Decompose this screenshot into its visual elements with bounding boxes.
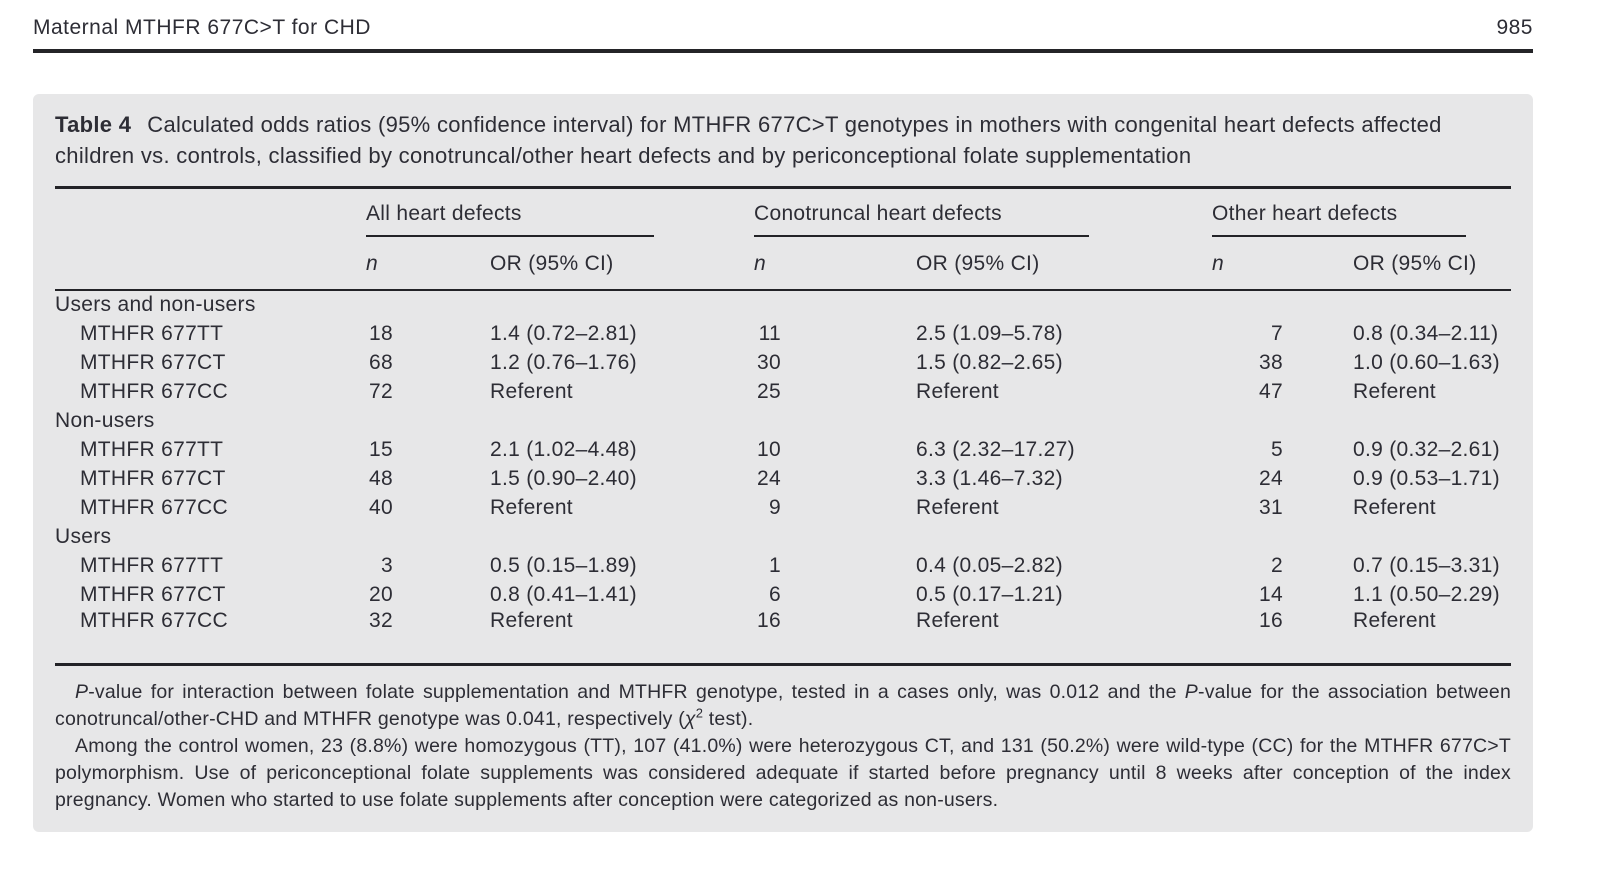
cell-n: 10 [757,437,781,461]
cell-n: 2 [1271,553,1283,577]
subheader-spacer [55,238,365,290]
footnote-1-text: test). [703,708,754,730]
footnote-1 [55,679,1511,733]
cell-or: Referent [490,495,573,519]
cell-n: 16 [757,609,781,632]
footnote-1-text: -value for interaction between folate supplementation and MTHFR genotype, tested in a cases only, was 0.012 and the [88,681,1185,703]
subheader-n: n [1211,238,1283,290]
cell-n: 16 [1259,609,1283,632]
cell-or [1283,406,1511,435]
cell-n: 24 [757,466,781,490]
odds-ratio-table [55,186,1511,666]
group-header-other [1211,188,1511,239]
cell-n [365,290,393,319]
running-head: Maternal MTHFR 677C>T for CHD [33,16,371,39]
cell-n: 48 [369,466,393,490]
page-header [33,16,1533,40]
cell-or: 1.4 (0.72–2.81) [490,321,637,345]
cell-n: 72 [369,379,393,403]
chi-superscript: 2 [695,705,704,721]
table-row [55,551,1511,580]
cell-or: 1.0 (0.60–1.63) [1353,350,1500,374]
group-underline [366,235,654,237]
chi-symbol: χ [684,708,696,730]
cell-or [393,406,753,435]
cell-or: 2.1 (1.02–4.48) [490,437,637,461]
cell-or: 0.9 (0.53–1.71) [1353,466,1500,490]
cell-or: 1.1 (0.50–2.29) [1353,582,1500,606]
footnote-2: Among the control women, 23 (8.8%) were homozygous (TT), 107 (41.0%) were heterozygous CT, and 131 (50.2%) were wild-type (CC) for the MTHFR 677C>T polymorphism. Use of periconceptional folate supplements was considered adequate if started before pregnancy until 8 weeks after conception of the index pregnancy. Women who started to use folate supplements after conception were categorized as non-users. [55,735,1511,811]
table-row [55,435,1511,464]
cell-n: 24 [1259,466,1283,490]
subheader-n: n [365,238,393,290]
row-label: MTHFR 677CT [80,466,226,490]
cell-or [1283,522,1511,551]
cell-or: 3.3 (1.46–7.32) [916,466,1063,490]
cell-n: 38 [1259,350,1283,374]
cell-n: 14 [1259,582,1283,606]
row-label: MTHFR 677CC [80,379,228,403]
table-row [55,609,1511,665]
cell-n [1211,522,1283,551]
cell-or: 0.4 (0.05–2.82) [916,553,1063,577]
row-label: MTHFR 677CT [80,582,226,606]
cell-or: Referent [916,379,999,403]
cell-or [781,290,1211,319]
cell-n: 6 [769,582,781,606]
cell-or [1283,290,1511,319]
cell-n: 18 [369,321,393,345]
table-card [33,94,1533,832]
footnote-1-text: -value for the association between conotruncal/other-CHD and MTHFR genotype was 0.041, respectively ( [55,681,1511,730]
cell-n [753,406,781,435]
page-number: 985 [1496,16,1533,39]
cell-n: 40 [369,495,393,519]
cell-or [393,522,753,551]
subheader-or: OR (95% CI) [393,238,753,290]
table-caption [55,109,1511,171]
cell-or: 2.5 (1.09–5.78) [916,321,1063,345]
cell-n: 68 [369,350,393,374]
row-label: Users [55,524,112,548]
cell-n: 30 [757,350,781,374]
cell-n: 15 [369,437,393,461]
cell-or: 0.8 (0.41–1.41) [490,582,637,606]
cell-n: 7 [1271,321,1283,345]
cell-or: Referent [490,379,573,403]
row-label: MTHFR 677CT [80,350,226,374]
cell-n: 3 [381,553,393,577]
table-row-group [55,290,1511,319]
cell-n [753,522,781,551]
group-header-all [365,188,753,239]
cell-n: 25 [757,379,781,403]
group-label-conotruncal: Conotruncal heart defects [754,202,1002,225]
subheader-row [55,238,1511,290]
group-header-spacer [55,188,365,239]
italic-p: P [1184,681,1199,703]
column-group-row [55,188,1511,239]
cell-or: 0.5 (0.15–1.89) [490,553,637,577]
group-header-conotruncal [753,188,1211,239]
caption-text: Calculated odds ratios (95% confidence interval) for MTHFR 677C>T genotypes in mothers with congenital heart defects affected children vs. controls, classified by conotruncal/other heart defects and by periconceptional folate supplementation [55,112,1442,168]
group-underline [1212,235,1466,237]
cell-n [753,290,781,319]
table-row [55,580,1511,609]
subheader-or: OR (95% CI) [781,238,1211,290]
italic-p: P [75,681,89,703]
cell-n: 9 [769,495,781,519]
table-row-group [55,522,1511,551]
group-underline [754,235,1089,237]
row-label: MTHFR 677TT [80,437,224,461]
cell-n [365,522,393,551]
cell-or: Referent [916,609,999,632]
cell-or: Referent [1353,379,1436,403]
row-label: MTHFR 677CC [80,609,228,632]
cell-n [365,406,393,435]
table-row [55,319,1511,348]
table-row [55,464,1511,493]
table-row [55,493,1511,522]
cell-n: 1 [769,553,781,577]
cell-n: 11 [758,321,781,345]
subheader-or: OR (95% CI) [1283,238,1511,290]
group-label-other: Other heart defects [1212,202,1398,225]
cell-n: 5 [1271,437,1283,461]
cell-n [1211,290,1283,319]
cell-or [781,522,1211,551]
cell-or: 0.8 (0.34–2.11) [1353,321,1499,345]
cell-or: Referent [1353,609,1436,632]
cell-n: 31 [1259,495,1283,519]
cell-n: 20 [369,582,393,606]
cell-or: Referent [916,495,999,519]
caption-label: Table 4 [55,112,132,137]
cell-or: 0.5 (0.17–1.21) [916,582,1063,606]
row-label: Non-users [55,408,155,432]
cell-or: 1.5 (0.90–2.40) [490,466,637,490]
row-label: MTHFR 677CC [80,495,228,519]
cell-or: 1.5 (0.82–2.65) [916,350,1063,374]
row-label: MTHFR 677TT [80,553,224,577]
cell-n [1211,406,1283,435]
cell-or: Referent [1353,495,1436,519]
table-row [55,377,1511,406]
table-row [55,348,1511,377]
table-row-group [55,406,1511,435]
row-label: MTHFR 677TT [80,321,224,345]
table-footnotes [55,679,1511,814]
cell-or: 6.3 (2.32–17.27) [916,437,1075,461]
cell-n: 32 [369,609,393,632]
cell-or: Referent [490,609,573,632]
cell-or [393,290,753,319]
subheader-n: n [753,238,781,290]
row-label: Users and non-users [55,293,256,316]
group-label-all: All heart defects [366,202,522,225]
header-rule [33,49,1533,53]
cell-n: 47 [1259,379,1283,403]
cell-or: 0.7 (0.15–3.31) [1353,553,1500,577]
cell-or: 1.2 (0.76–1.76) [490,350,637,374]
cell-or: 0.9 (0.32–2.61) [1353,437,1500,461]
cell-or [781,406,1211,435]
